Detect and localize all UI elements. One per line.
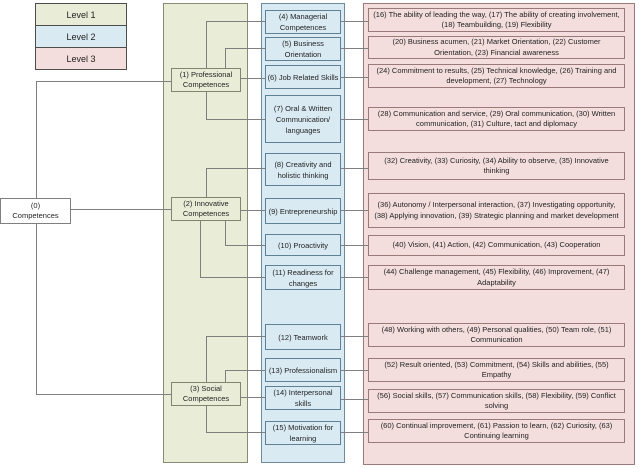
node-44-47-challenge-flexibility-improvement-adaptability: (44) Challenge management, (45) Flexibility, (46) Improvement, (47) Adaptability [368, 265, 625, 290]
node-20-23-business-market-customer-financial: (20) Business acumen, (21) Market Orientation, (22) Customer Orientation, (23) Financial awareness [368, 36, 625, 59]
node-7-oral-written-communication: (7) Oral & Written Communication/ languages [265, 95, 341, 143]
node-4-managerial-competences: (4) Managerial Competences [265, 10, 341, 34]
node-0-competences: (0) Competences [0, 198, 71, 224]
node-15-motivation-for-learning: (15) Motivation for learning [265, 421, 341, 445]
legend-item-level3: Level 3 [35, 47, 127, 70]
node-56-59-social-communication-flexibility-conflict: (56) Social skills, (57) Communication skills, (58) Flexibility, (59) Conflict solving [368, 389, 625, 413]
node-9-entrepreneurship: (9) Entrepreneurship [265, 198, 341, 224]
node-16-19-leading-involvement-teambuilding-flexibility: (16) The ability of leading the way, (17) The ability of creating involvement, (18) Teambuilding, (19) Flexibility [368, 8, 625, 32]
node-1-professional-competences: (1) Professional Competences [171, 68, 241, 92]
node-32-35-creativity-curiosity-observe-innovative: (32) Creativity, (33) Curiosity, (34) Ability to observe, (35) Innovative thinking [368, 152, 625, 180]
node-5-business-orientation: (5) Business Orientation [265, 37, 341, 61]
node-28-31-communication-service-oral-written-culture: (28) Communication and service, (29) Oral communication, (30) Written communication, (31) Culture, tact and diplomacy [368, 107, 625, 131]
node-2-innovative-competences: (2) Innovative Competences [171, 197, 241, 221]
node-36-39-autonomy-investigating-applying-strategic: (36) Autonomy / Interpersonal interaction, (37) Investigating opportunity, (38) Applying innovation, (39) Strategic planning and market development [368, 193, 625, 228]
node-10-proactivity: (10) Proactivity [265, 234, 341, 256]
node-11-readiness-for-changes: (11) Readiness for changes [265, 265, 341, 290]
node-48-51-working-personal-teamrole-communication: (48) Working with others, (49) Personal qualities, (50) Team role, (51) Communication [368, 323, 625, 347]
node-6-job-related-skills: (6) Job Related Skills [265, 65, 341, 89]
node-14-interpersonal-skills: (14) Interpersonal skills [265, 386, 341, 410]
node-13-professionalism: (13) Professionalism [265, 358, 341, 382]
node-24-27-commitment-technical-training-technology: (24) Commitment to results, (25) Technical knowledge, (26) Training and development, (27) Technology [368, 64, 625, 88]
node-12-teamwork: (12) Teamwork [265, 324, 341, 350]
legend-item-level1: Level 1 [35, 3, 127, 26]
node-40-43-vision-action-communication-cooperation: (40) Vision, (41) Action, (42) Communication, (43) Cooperation [368, 235, 625, 256]
node-52-55-result-commitment-skills-empathy: (52) Result oriented, (53) Commitment, (54) Skills and abilities, (55) Empathy [368, 358, 625, 382]
legend-item-level2: Level 2 [35, 25, 127, 48]
node-60-63-continual-passion-curiosity-continuing: (60) Continual improvement, (61) Passion to learn, (62) Curiosity, (63) Continuing learning [368, 419, 625, 443]
node-3-social-competences: (3) Social Competences [171, 382, 241, 406]
node-8-creativity-holistic-thinking: (8) Creativity and holistic thinking [265, 153, 341, 186]
